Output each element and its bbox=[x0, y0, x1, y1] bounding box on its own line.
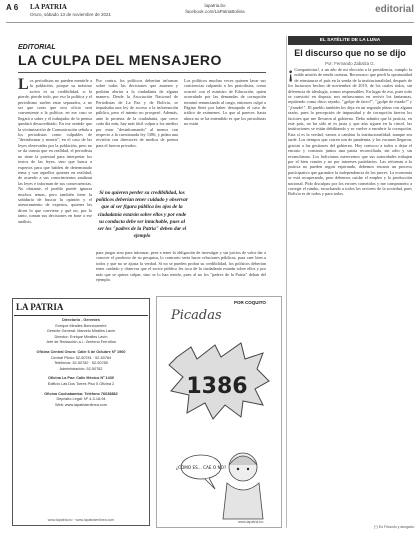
column-body: Compatriotas!, a un año de mi elección a la presidencia, cumplo la noble misión de rendir cuentas. Reconozco que perdí la oportunidad de reinstaurar el país en la senda de la institucionalidad, después de los luctuosos hechos de noviembre de 2019, de los cuales todos, sin diferencia de ideología, somos responsables. En lugar de eso, pues todo se convirtió en disputa, nos enfrascamos en revivir los fantasmas, repitiendo como disco rayado, "¡golpe de facto!", "¡golpe de estado!" y "¡fraude!". El pueblo también los deja en un segundo plano con alguna razón, pues la percepción de impunidad y de corrupción fueron los factores que me llevaron al gobierno. Debo admitir que la justicia, en este país, no ha sido ni es justa y que aún siguen en la cárcel, las instituciones se están debilitando y se vuelve a encubrir la corrupción. Esta sí es la verdad, vamos a cambiar la institucionalidad, aunque sea tarde. Los tiempos que corren son de pandemia, y las vacunas llegaron, gracias a las gestiones del gobierno. Hoy convoco a todos a dejar el encono y construir juntos una patria reconciliada, sin odio y sin revanchismo. Los bolivianos merecemos que sus autoridades trabajen por el bien común y no por intereses partidarios. Las reformas a la justicia no pueden seguir esperando, debemos encarar un proceso participativo que garantice la independencia de los jueces. La economía se está recuperando, pero debemos cuidar el empleo y la producción nacional. Pido disculpas por los errores cometidos y me comprometo a corregir el rumbo, escuchando a todos los sectores de la sociedad, pues Bolivia es de todos y para todos. bbox=[288, 67, 412, 197]
staff-logo: LA PATRIA bbox=[16, 302, 64, 312]
header-divider bbox=[6, 22, 414, 23]
column-divider bbox=[286, 36, 287, 528]
cartoon-caption: ¿CÓMO ES... CAE O NO? bbox=[175, 465, 227, 470]
staff-line: Web: www.lapatriaenlinea.com bbox=[55, 402, 107, 407]
staff-line: Jefe de Redacción a.i.: Zenteno Ferrufino bbox=[46, 340, 116, 345]
staff-line: Administración: 52-50782 bbox=[59, 366, 103, 371]
column-title: El discurso que no se dijo bbox=[294, 48, 406, 58]
cartoon-author: POR COQUITO bbox=[234, 300, 266, 305]
facebook-link[interactable]: facebook.com/LaPatriaBolivia bbox=[185, 9, 245, 14]
staff-line: Depósito Legal: Nº 4-3-18-94 bbox=[56, 397, 106, 402]
website-link[interactable]: lapatria.bo bbox=[204, 3, 226, 8]
column-drop-cap: ¡ bbox=[288, 67, 294, 82]
character-eye bbox=[247, 468, 249, 470]
editorial-title: LA CULPA DEL MENSAJERO bbox=[18, 52, 222, 68]
editorial-label: EDITORIAL bbox=[18, 44, 56, 51]
section-name: editorial bbox=[375, 4, 414, 15]
cartoon-footer: www.lapatria.bo bbox=[238, 520, 264, 524]
staff-line: Director: Enrique Miralles Lavín bbox=[54, 334, 108, 339]
cartoon-panel bbox=[156, 296, 282, 528]
cartoon-illustration bbox=[157, 297, 281, 527]
staff-line: Gerente General: Marcelo Miralles Lavín bbox=[46, 329, 116, 334]
staff-line: Central Piloto: 52-50781 · 52-50784 bbox=[50, 355, 112, 360]
character-body bbox=[223, 483, 263, 519]
editorial-col-1 bbox=[18, 78, 92, 296]
cartoon-logo-text: Picadas bbox=[171, 308, 222, 323]
column-footnote: (*) Es Filósofo y abogado bbox=[374, 525, 415, 529]
column-text bbox=[288, 67, 412, 519]
staff-divider bbox=[14, 315, 148, 316]
staff-list bbox=[14, 318, 148, 408]
column-author: Por: Fernando Zabalza G. bbox=[325, 61, 375, 66]
editorial-col-1-text: os periodistas no pueden mentirle a la población, porque su máximo activo es su credibilidad, si la pierde, pierde todo, por eso la política y el periodismo suelen estar separados, a no ser que creas que otro oficio será conveniente a la política; en ese caso se llegará a saber y el trabajador de la prensa quedará desacreditado. En ese sentido que la víctimización de Comunicación señala a los periodistas como culpables de "desinformar y mentir", en el caso de las leyes observadas por la población, pero no se da cuenta que en realidad, el periodista no tiene la potestad para interpretar los textos de las leyes, sino que busca a expertos para que hablen de determinado tema y son aquellos quienes en realidad, de acuerdo a sus conocimientos analizan las leyes e informan de sus consecuencias. No obstante, el pueblo puede ignorar muchos temas, pero también tiene la sabiduría de buscar la opinión y el asesoramiento de expertos, quienes les dicen lo que conviene y qué no, por lo tanto, toman sus decisiones en base a ese análisis. bbox=[18, 78, 92, 224]
character-eye bbox=[237, 468, 239, 470]
staff-line: Oficina La Paz: Calle México Nº 1430 bbox=[48, 376, 114, 381]
page-number: A 6 bbox=[6, 3, 19, 12]
editorial-divider bbox=[18, 72, 266, 73]
staff-line: Teléfonos: 52-50782 · 52-50785 bbox=[54, 361, 108, 366]
bubble-tail bbox=[205, 478, 215, 489]
pull-quote: Si no quieren perder su credibilidad, los políticos deberían tener cuidado y observar que al ser figura pública los ojos de la ciudadanía estarán sobre ellos y por ende su conducta debe ser intachable, pues al ser los "padres de la Patria" deben dar el ejemplo bbox=[96, 190, 188, 240]
header-links bbox=[160, 3, 270, 15]
editorial-col-2: Por contra, los políticos deberían informar sobre todas las decisiones que asumen y podrían alertar a la ciudadanía de alguna manera. Desde la Asociación Nacional de Periodistas de La Paz y de Bolivia, se impulsaba una ley de acceso a la información pública, pero el intento no prosperó. Además, ante la protesta de la ciudadanía, que crece cada día más, hay más fácil culpar a los medios por estar "desinformando" al menos con respecto a la cuestionada ley 1386, y pidan una revisión con directores de medios de prensa para el fueron privados. bbox=[96, 78, 178, 148]
cartoon-number: 1386 bbox=[186, 374, 248, 399]
staff-line: Directorio - Gerentes bbox=[62, 318, 100, 322]
staff-line: Oficina Central Oruro: Calle 6 de Octubre Nº 1960 bbox=[36, 349, 126, 354]
staff-footer: www.lapatria.bo · www.lapatriaenlinea.com bbox=[47, 518, 115, 522]
drop-cap: L bbox=[18, 78, 29, 93]
column-section-bar: EL SATÉLITE DE LA LUNA bbox=[288, 36, 412, 45]
editorial-col-3: Los políticos muchas veces quieren lavar sus conciencias culpando a los periodistas, como ocurrió con el ministro de Educación, quien acorralado por las demandas de corrupción terminó renunciando al cargo, entonces culpó a Página Siete por haber destapado el caso de tráfico de exámenes. Lo que al parecer, hasta ahora no se ha entendido es que los periodistas no están bbox=[184, 78, 266, 127]
issue-date: Oruro, sábado 13 de noviembre de 2021 bbox=[30, 12, 112, 17]
staff-line: Oficina Cochabamba: Teléfono 76638882 bbox=[44, 391, 118, 396]
staff-line: Edificio Las Dos Torres Piso 5 Oficina 2 bbox=[47, 381, 115, 386]
staff-line: Enrique Miralles Bonnecarrère bbox=[55, 323, 107, 328]
editorial-col-2-3-bottom: para juzgar sino para informar, pese a tener la obligación de investigar y sin juicios de valor dar a conocer el producto de su pesquisa, lo contrario sería hacer relaciones públicas, para caer bien a todos y que no se ajusta la verdad. Si no se pueden probar su credibilidad, los políticos deberían tener cuidado y observar que el sector público les toca de la ciudadanía estarán sobre ellos y por más que se quiera culpar, sino se lo han tenido, pues al no los "padres de la Patria" deban del ejemplo. bbox=[96, 250, 266, 283]
newspaper-name: LA PATRIA bbox=[30, 3, 67, 11]
